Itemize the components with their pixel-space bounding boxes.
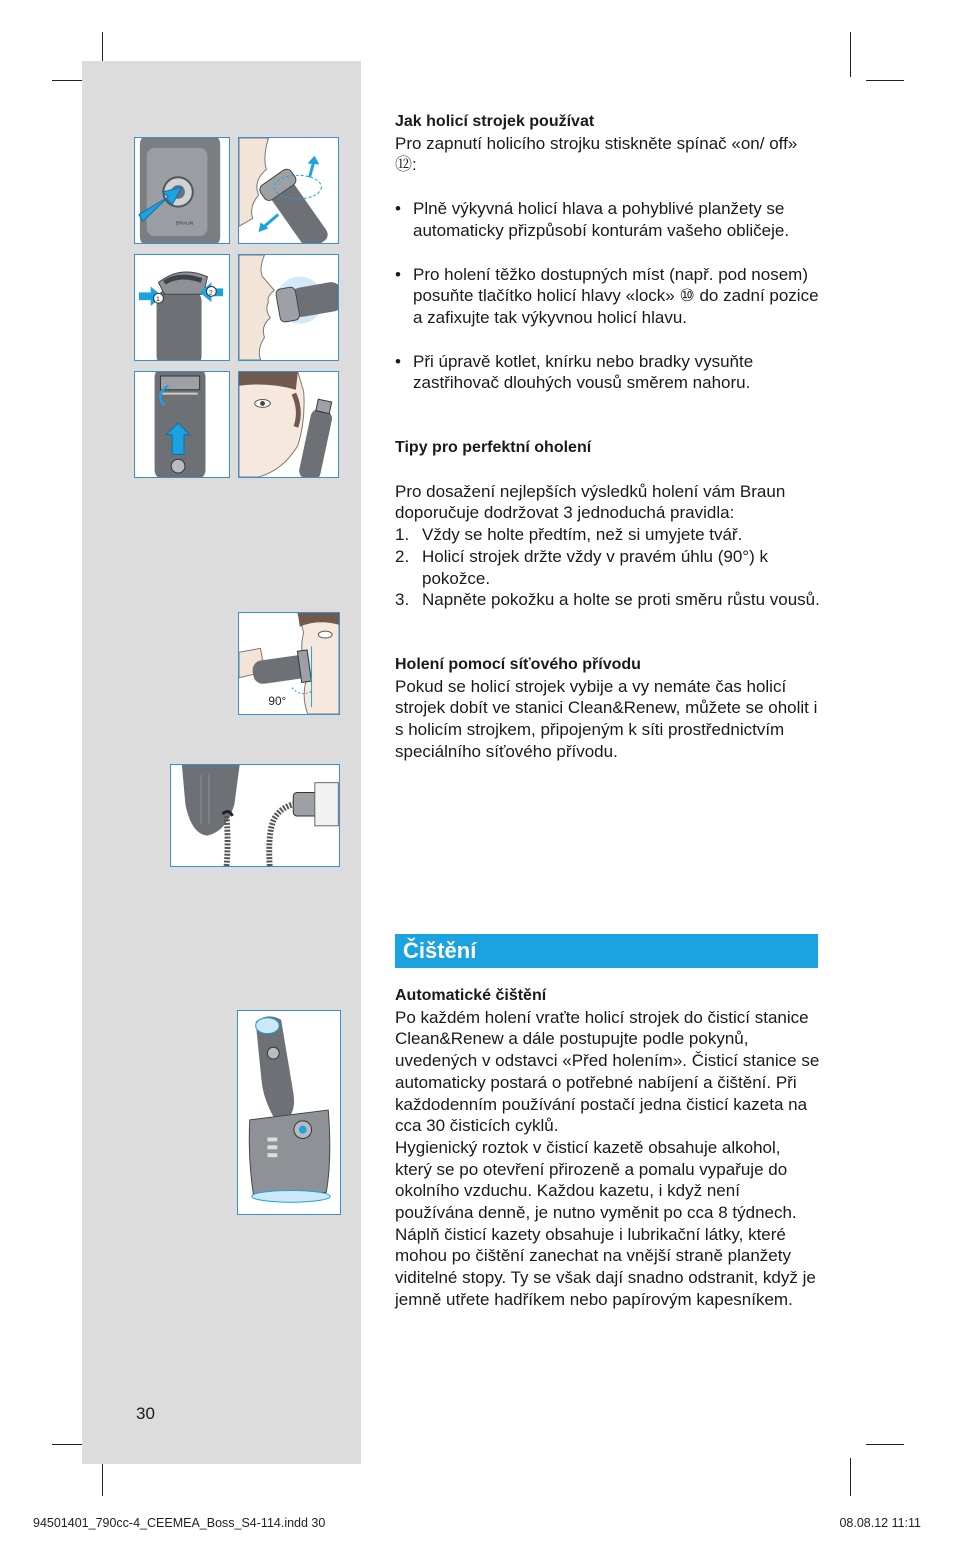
- figure-shaving-angle: [238, 612, 340, 715]
- numbered-item: [395, 546, 820, 589]
- paragraph-cleaning-2: Hygienický roztok v čisticí kazetě obsahuje alkohol, který se po otevření přirozeně a pomalu vypařuje do okolního vzduchu. Každou kazetu, i když není používána denně, je nutno vyměnit po cca 8 týdnech.: [395, 1137, 797, 1223]
- page-number: 30: [136, 1404, 155, 1423]
- item-number: 3.: [395, 590, 410, 610]
- footer-file-info: 94501401_790cc-4_CEEMEA_Boss_S4-114.indd 30: [33, 1516, 326, 1530]
- footer-date: 08.08.12 11:11: [839, 1516, 921, 1530]
- paragraph-tips-intro: Pro dosažení nejlepších výsledků holení vám Braun doporučuje dodržovat 3 jednoduchá pravidla:: [395, 481, 786, 523]
- item-number: 2.: [395, 546, 410, 566]
- paragraph-cleaning-3: Náplň čisticí kazety obsahuje i lubrikační látky, které mohou po čištění zanechat na vnější straně planžety viditelné stopy. Ty se však dají snadno odstranit, když je jemně utřete hadříkem nebo papírovým kapesníkem.: [395, 1224, 816, 1309]
- paragraph-intro: Pro zapnutí holicího strojku stiskněte spínač «on/ off» ⑫:: [395, 133, 798, 175]
- crop-mark: [866, 80, 904, 81]
- crop-mark: [850, 1458, 851, 1496]
- item-text: Napněte pokožku a holte se proti směru růstu vousů.: [422, 590, 820, 610]
- figure-shaver-lock: [134, 254, 230, 361]
- heading-automatic-cleaning: Automatické čištění: [395, 987, 547, 1004]
- heading-tips: Tipy pro perfektní oholení: [395, 439, 592, 457]
- paragraph-mains-cord: Pokud se holicí strojek vybije a vy nemáte čas holicí strojek dobít ve stanici Clean&Renew, můžete se oholit i s holicím strojkem, připojeným k síti prostřednictvím speciálního síťového přívodu.: [395, 676, 818, 761]
- crop-mark: [52, 80, 86, 81]
- crop-mark: [52, 1444, 86, 1445]
- crop-mark: [850, 32, 851, 77]
- figure-face-trimming: [238, 371, 339, 478]
- numbered-item: [395, 524, 820, 546]
- figure-mains-cord: [170, 764, 340, 867]
- crop-mark: [866, 1444, 904, 1445]
- figure-shaver-on-off: [134, 137, 230, 244]
- figure-shaver-under-nose: [238, 254, 339, 361]
- angle-label: 90°: [268, 695, 287, 709]
- section-bar-cleaning: Čištění: [395, 934, 818, 968]
- figure-shaver-trimmer: [134, 371, 230, 478]
- item-number: 1.: [395, 525, 410, 545]
- item-text: Holicí strojek držte vždy v pravém úhlu (90°) k pokožce.: [422, 546, 768, 588]
- heading-how-to-use: Jak holicí strojek používat: [395, 113, 595, 130]
- figure-shaver-pivot-face: [238, 137, 339, 244]
- main-text: [395, 111, 820, 762]
- cleaning-text: [395, 985, 820, 1311]
- numbered-item: [395, 589, 820, 611]
- item-text: Vždy se holte předtím, než si umyjete tvář.: [422, 525, 743, 545]
- bullet-item: • Při úpravě kotlet, knírku nebo bradky vysuňte zastřihovač dlouhých vousů směrem nahoru.: [395, 351, 820, 394]
- figure-clean-renew-station: [237, 1010, 341, 1215]
- callout-1: 1: [156, 296, 160, 304]
- paragraph-cleaning-1: Po každém holení vraťte holicí strojek do čisticí stanice Clean&Renew a dále postupujte podle pokynů, uvedených v odstavci «Před holením». Čisticí stanice se automaticky postará o potřebné nabíjení a čištění. Při každodenním používání postačí jedna čisticí kazeta na cca 30 čisticích cyklů.: [395, 1007, 820, 1136]
- bullet-item: • Pro holení těžko dostupných míst (např. pod nosem) posuňte tlačítko holicí hlavy «lock» ⑩ do zadní pozice a zafixujte tak výkyvnou holicí hlavu.: [395, 264, 820, 329]
- heading-mains-cord: Holení pomocí síťového přívodu: [395, 655, 641, 673]
- svg-text:BRAUN: BRAUN: [176, 221, 194, 227]
- bullet-item: • Plně výkyvná holicí hlava a pohyblivé planžety se automaticky přizpůsobí konturám vašeho obličeje.: [395, 198, 820, 241]
- callout-2: 2: [208, 289, 213, 297]
